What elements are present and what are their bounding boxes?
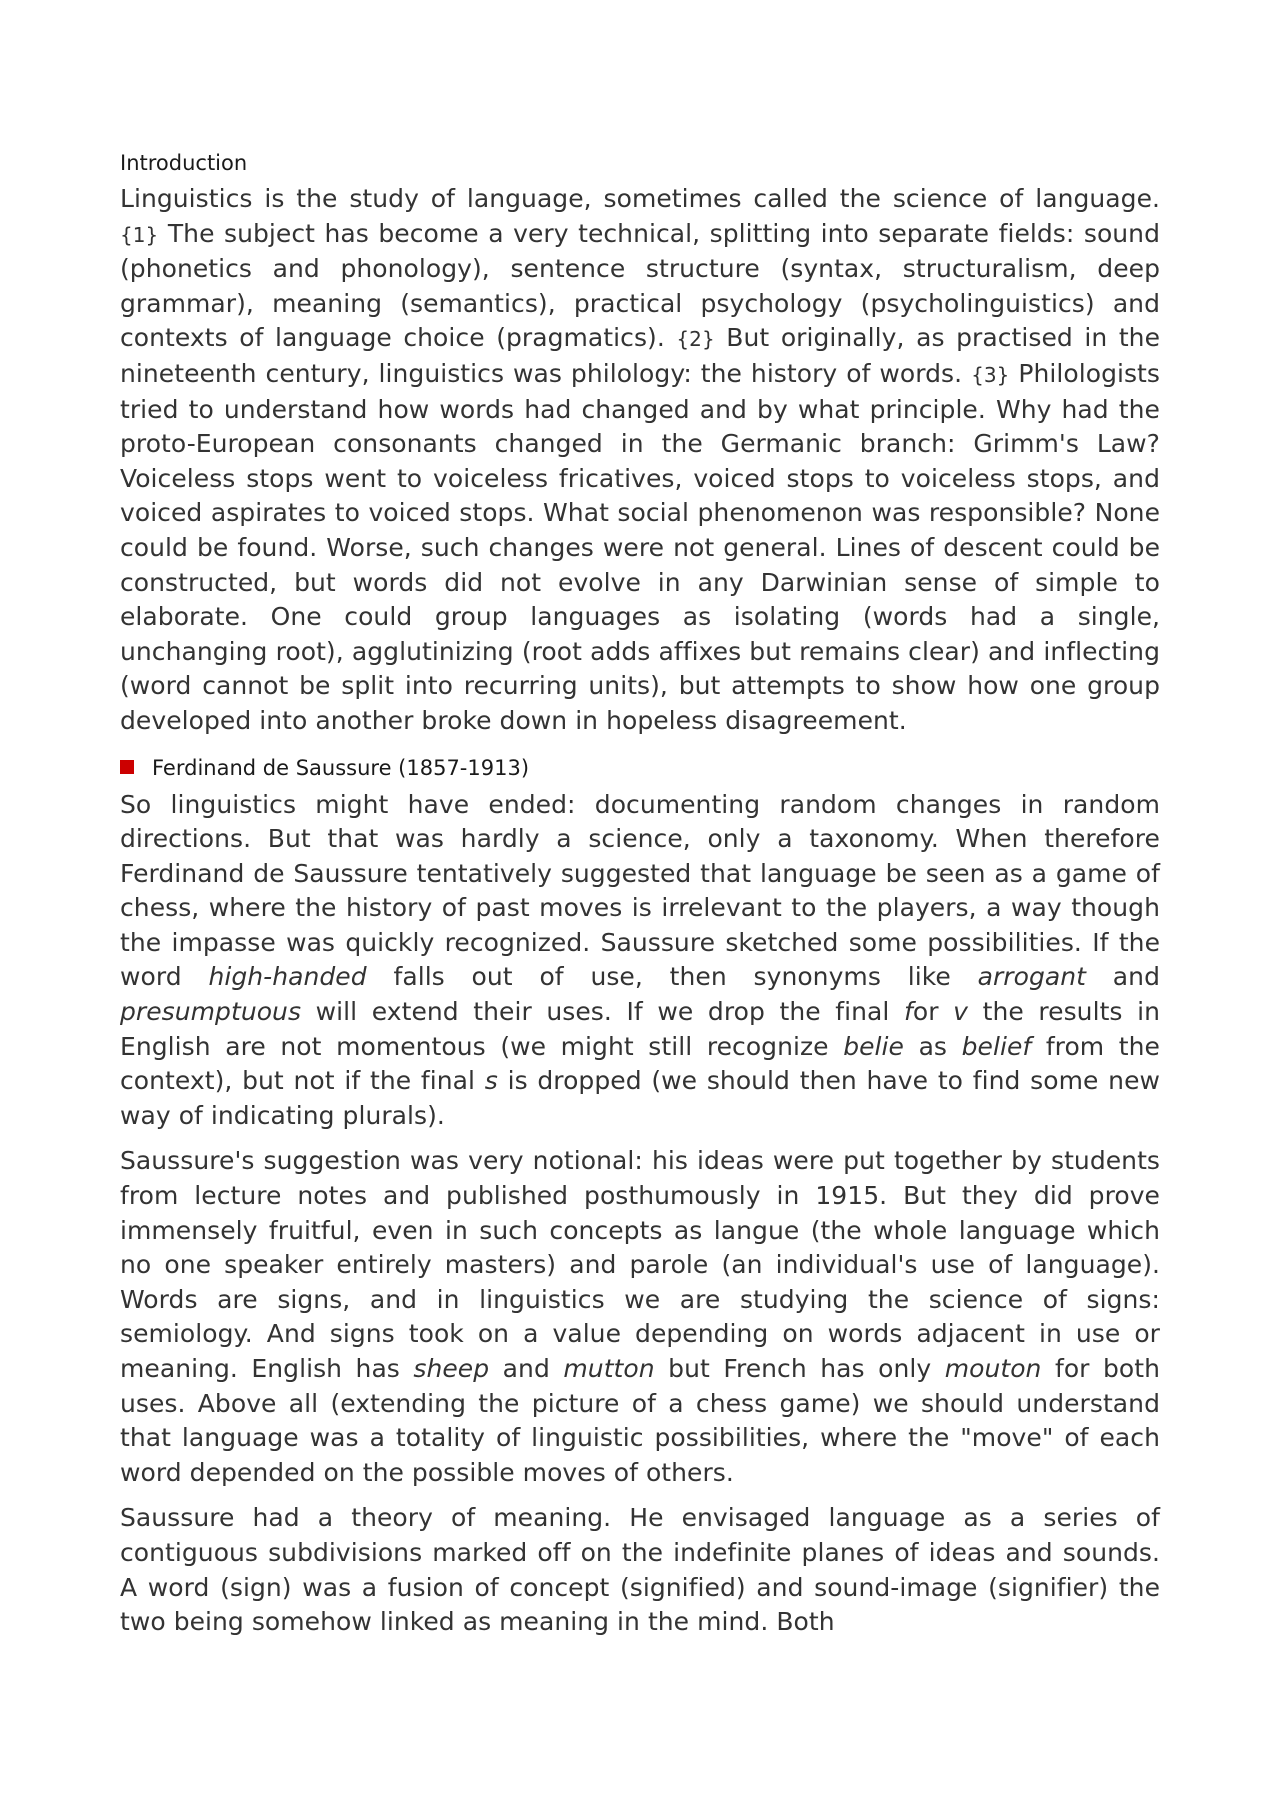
footnote-ref[interactable]: {3} — [971, 362, 1010, 387]
section-heading-saussure — [120, 753, 1160, 783]
saussure-paragraph-1: So linguistics might have ended: documenting random changes in random directions. But that was hardly a science, only a taxonomy. When therefore Ferdinand de Saussure tentatively suggested that language be seen as a game of chess, where the history of past moves is irrelevant to the players, a way though the impasse was quickly recognized. Saussure sketched some possibilities. If the word high-handed falls out of use, then synonyms like arrogant and presumptuous will extend their uses. If we drop the final for v the results in English are not momentous (we might still recognize belie as belief from the context), but not if the final s is dropped (we should then have to find some new way of indicating plurals). — [120, 789, 1160, 1130]
document-page — [120, 148, 1160, 1651]
bullet-square-icon — [120, 760, 134, 774]
saussure-paragraph-2: Saussure's suggestion was very notional: his ideas were put together by students from lecture notes and published posthumously in 1915. But they did prove immensely fruitful, even in such concepts as langue (the whole language which no one speaker entirely masters) and parole (an individual's use of language). Words are signs, and in linguistics we are studying the science of signs: semiology. And signs took on a value depending on words adjacent in use or meaning. English has sheep and mutton but French has only mouton for both uses. Above all (extending the picture of a chess game) we should understand that language was a totality of linguistic possibilities, where the "move" of each word depended on the possible moves of others. — [120, 1146, 1161, 1487]
footnote-ref[interactable]: {2} — [676, 327, 715, 352]
section-heading-label: Ferdinand de Saussure (1857-1913) — [152, 755, 530, 780]
saussure-paragraph-3: Saussure had a theory of meaning. He envisaged language as a series of contiguous subdivisions marked off on the indefinite planes of ideas and sounds. A word (sign) was a fusion of concept (signified) and sound-image (signifier) the two being somehow linked as meaning in the mind. Both — [120, 1503, 1160, 1637]
section-title-introduction: Introduction — [120, 151, 248, 175]
footnote-ref[interactable]: {1} — [120, 222, 159, 247]
intro-paragraph: Linguistics is the study of language, sometimes called the science of language. {1} The subject has become a very technical, splitting into separate fields: sound (phonetics and phonology), sentence structure (syntax, structuralism, deep grammar), meaning (semantics), practical psychology (psycholinguistics) and contexts of language choice (pragmatics). {2} But originally, as practised in the nineteenth century, linguistics was philology: the history of words. {3} Philologists tried to understand how words had changed and by what principle. Why had the proto-European consonants changed in the Germanic branch: Grimm's Law? Voiceless stops went to voiceless fricatives, voiced stops to voiceless stops, and voiced aspirates to voiced stops. What social phenomenon was responsible? None could be found. Worse, such changes were not general. Lines of descent could be constructed, but words did not evolve in any Darwinian sense of simple to elaborate. One could group languages as isolating (words had a single, unchanging root), agglutinizing (root adds affixes but remains clear) and inflecting (word cannot be split into recurring units), but attempts to show how one group developed into another broke down in hopeless disagreement. — [120, 184, 1161, 735]
